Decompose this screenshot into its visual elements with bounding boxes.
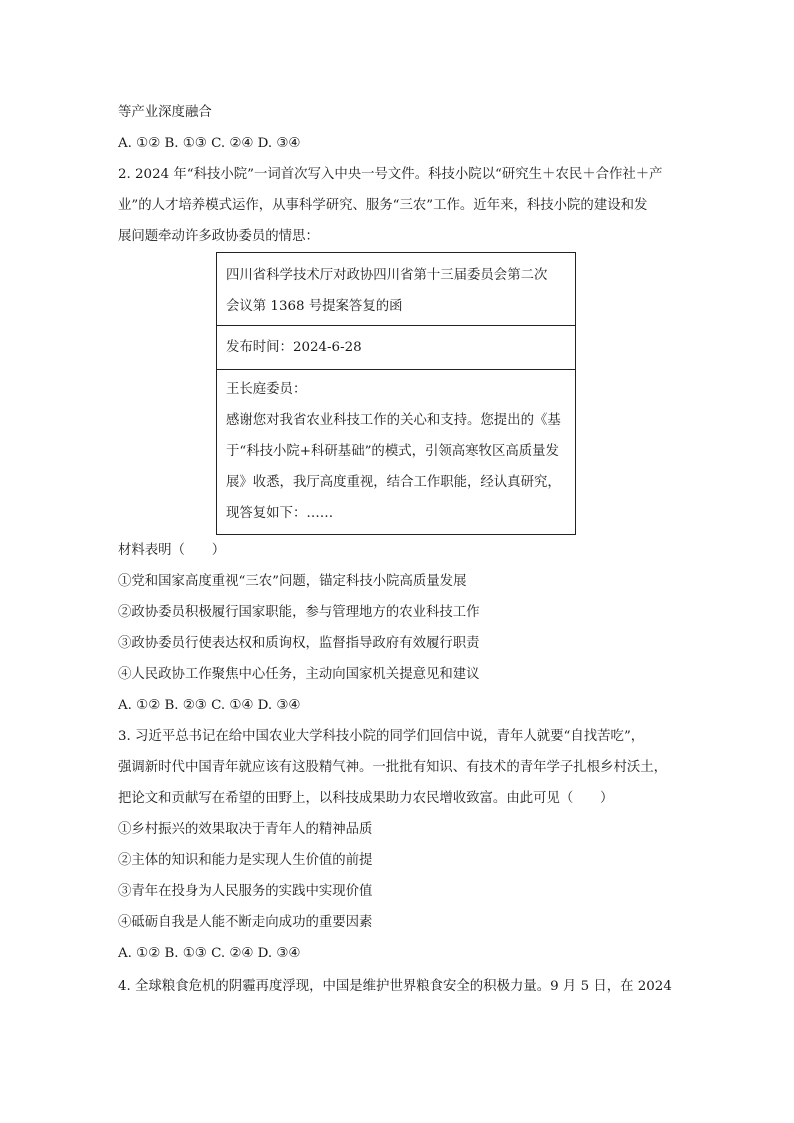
table-body-line-1: 王长庭委员：	[226, 382, 307, 397]
q1-continuation: 等产业深度融合	[118, 105, 212, 120]
q3-choice-4: ④砥砺自我是人能不断走向成功的重要因素	[118, 915, 373, 930]
table-date-row	[217, 326, 575, 370]
q3-options: A. ①② B. ①③ C. ②④ D. ③④	[118, 946, 301, 961]
q2-options: A. ①② B. ②③ C. ①④ D. ③④	[118, 698, 301, 713]
q2-choice-3: ③政协委员行使表达权和质询权，监督指导政府有效履行职责	[118, 636, 480, 651]
q3-choice-1: ①乡村振兴的效果取决于青年人的精神品质	[118, 822, 373, 837]
q4-stem-start: 4. 全球粮食危机的阴霾再度浮现，中国是维护世界粮食安全的积极力量。9 月 5 日，在 2024	[118, 979, 672, 994]
reply-letter-table	[216, 252, 576, 535]
table-body-row	[217, 370, 575, 534]
q3-stem-line-2: 强调新时代中国青年就应该有这股精气神。一批批有知识、有技术的青年学子扎根乡村沃土，	[118, 760, 668, 775]
table-date: 发布时间：2024-6-28	[226, 340, 362, 355]
q1-options: A. ①② B. ①③ C. ②④ D. ③④	[118, 136, 301, 151]
table-body-line-2: 感谢您对我省农业科技工作的关心和支持。您提出的《基	[226, 413, 561, 428]
q3-stem-line-1: 3. 习近平总书记在给中国农业大学科技小院的同学们回信中说，青年人就要“自找苦吃”，	[118, 729, 645, 744]
q3-stem-line-3: 把论文和贡献写在希望的田野上，以科技成果助力农民增收致富。由此可见（ ）	[118, 791, 614, 806]
q2-choice-2: ②政协委员积极履行国家职能，参与管理地方的农业科技工作	[118, 605, 480, 620]
q2-stem-line-2: 业”的人才培养模式运作，从事科学研究、服务“三农”工作。近年来，科技小院的建设和发	[118, 198, 648, 213]
table-body-line-3: 于“科技小院+科研基础”的模式，引领高寒牧区高质量发	[226, 444, 559, 459]
table-body-line-5: 现答复如下：……	[226, 506, 334, 521]
q3-choice-3: ③青年在投身为人民服务的实践中实现价值	[118, 884, 373, 899]
table-title-row	[217, 253, 575, 326]
q2-choice-1: ①党和国家高度重视“三农”问题，锚定科技小院高质量发展	[118, 574, 467, 589]
q3-choice-2: ②主体的知识和能力是实现人生价值的前提	[118, 853, 373, 868]
table-body-line-4: 展》收悉，我厅高度重视，结合工作职能，经认真研究，	[226, 475, 561, 490]
table-title-line-1: 四川省科学技术厅对政协四川省第十三届委员会第二次	[226, 268, 548, 283]
q2-prompt: 材料表明（ ）	[118, 543, 226, 558]
table-title-line-2: 会议第 1368 号提案答复的函	[226, 299, 403, 314]
q2-choice-4: ④人民政协工作聚焦中心任务，主动向国家机关提意见和建议	[118, 667, 480, 682]
q2-stem-line-3: 展问题牵动许多政协委员的情思：	[118, 229, 319, 244]
q2-stem-line-1: 2. 2024 年“科技小院”一词首次写入中央一号文件。科技小院以“研究生＋农民＋合作社＋产	[118, 167, 663, 182]
